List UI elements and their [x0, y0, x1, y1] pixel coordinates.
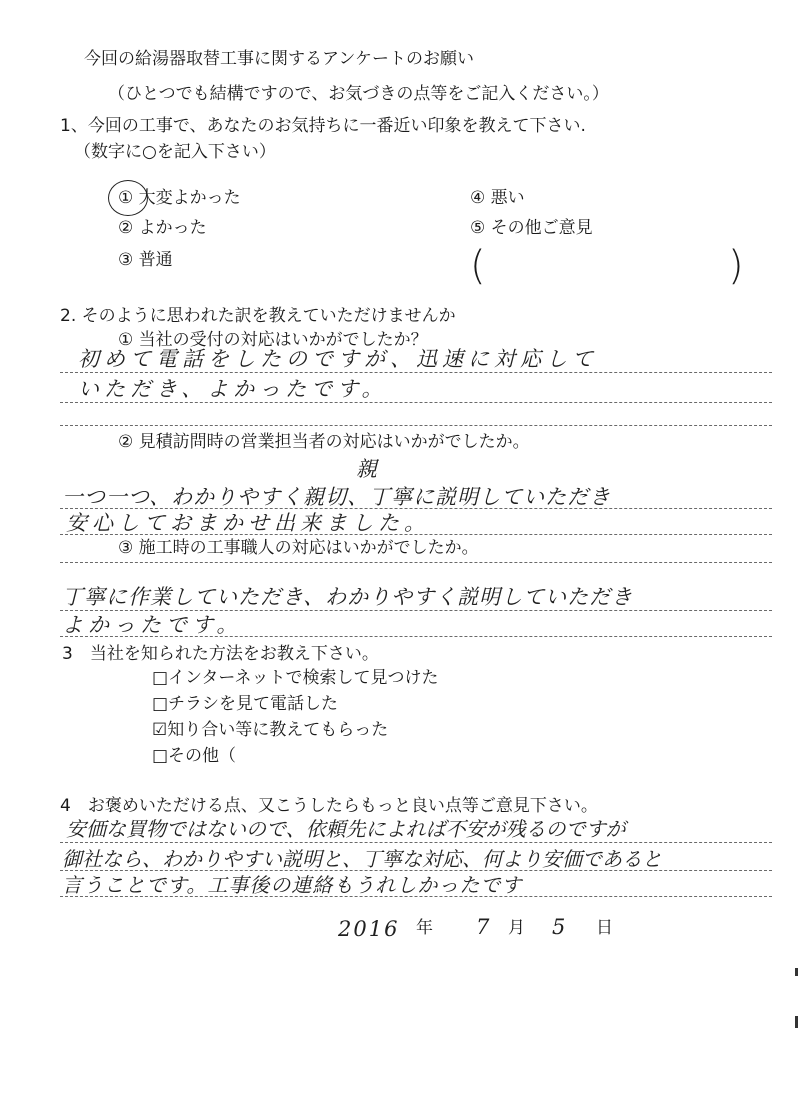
q2-answer1-line1: 初めて電話をしたのですが、迅速に対応して [78, 347, 598, 371]
q2-answer2-line2: 安心しておまかせ出来ました。 [66, 511, 430, 535]
q1-question: 1、今回の工事で、あなたのお気持ちに一番近い印象を教えて下さい. [60, 116, 586, 136]
answer-line [60, 372, 772, 373]
q2-answer2-correction: 親 [356, 457, 377, 481]
q2-answer2-line1: 一つ一つ、わかりやすく親切、丁寧に説明していただき [62, 485, 612, 509]
q1-option-2[interactable]: ② よかった [118, 218, 207, 238]
q1-other-open-paren: ( [470, 243, 486, 289]
q4-answer-line1: 安価な買物ではないので、依頼先によれば不安が残るのですが [66, 817, 626, 841]
form-subtitle: （ひとつでも結構ですので、お気づきの点等をご記入ください。） [108, 84, 609, 104]
q2-sub1: ① 当社の受付の対応はいかがでしたか？ [118, 330, 428, 350]
q3-option-other[interactable]: □その他（ [152, 746, 237, 766]
q1-other-close-paren: ) [728, 243, 744, 289]
q4-answer-line3: 言うことです。工事後の連絡もうれしかったです [62, 873, 523, 897]
form-title: 今回の給湯器取替工事に関するアンケートのお願い [84, 49, 474, 69]
date-month-value: 7 [476, 915, 495, 939]
answer-line [60, 636, 772, 637]
q3-option-referral[interactable]: ☑知り合い等に教えてもらった [152, 720, 389, 740]
q1-option-4[interactable]: ④ 悪い [470, 188, 525, 208]
q1-option-5[interactable]: ⑤ その他ご意見 [470, 218, 593, 238]
answer-line [60, 508, 772, 509]
q3-option-internet[interactable]: □インターネットで検索して見つけた [152, 668, 439, 688]
q2-answer3-line1: 丁寧に作業していただき、わかりやすく説明していただき [62, 585, 634, 609]
answer-line [60, 896, 772, 897]
q4-heading: 4 お褒めいただける点、又こうしたらもっと良い点等ご意見下さい。 [60, 796, 598, 816]
answer-line [60, 562, 772, 563]
date-month-label: 月 [508, 918, 525, 938]
q2-sub3: ③ 施工時の工事職人の対応はいかがでしたか。 [118, 538, 479, 558]
q1-option-3[interactable]: ③ 普通 [118, 250, 173, 270]
q2-answer1-line2: いただき、よかったです。 [78, 377, 388, 401]
date-year-value: 2016 [338, 917, 400, 941]
answer-line [60, 402, 772, 403]
scan-edge-mark [795, 968, 798, 976]
date-day-label: 日 [596, 918, 613, 938]
q4-answer-line2: 御社なら、わかりやすい説明と、丁寧な対応、何より安価であると [62, 847, 662, 871]
q2-heading: 2. そのように思われた訳を教えていただけませんか [60, 306, 456, 326]
date-day-value: 5 [552, 915, 571, 939]
q2-sub2: ② 見積訪問時の営業担当者の対応はいかがでしたか。 [118, 432, 530, 452]
q3-option-flyer[interactable]: □チラシを見て電話した [152, 694, 339, 714]
answer-line [60, 425, 772, 426]
q1-instruction: （数字に○を記入下さい） [74, 142, 276, 162]
answer-line [60, 870, 772, 871]
q3-heading: 3 当社を知られた方法をお教え下さい。 [62, 644, 379, 664]
answer-line [60, 610, 772, 611]
q1-option-1[interactable]: ① 大変よかった [118, 188, 241, 208]
q2-answer3-line2: よかったです。 [62, 613, 243, 637]
answer-line [60, 534, 772, 535]
scan-edge-mark [795, 1016, 798, 1028]
date-year-label: 年 [416, 918, 433, 938]
answer-line [60, 842, 772, 843]
